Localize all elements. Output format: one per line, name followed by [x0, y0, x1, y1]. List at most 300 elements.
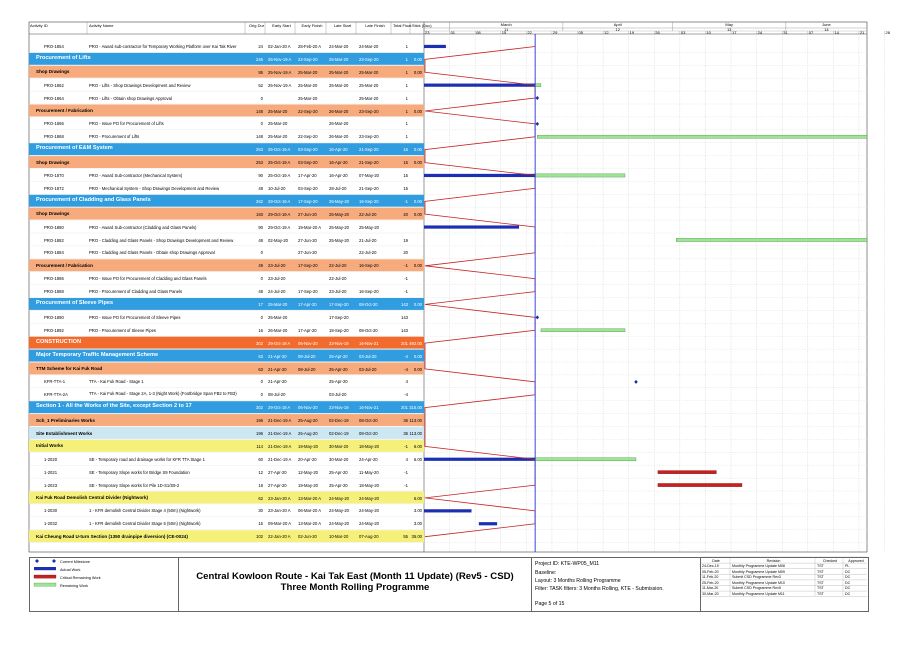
late-finish: 21-Sep-20 — [359, 147, 379, 153]
week-label: 19 — [629, 30, 635, 36]
early-start: 25-Oct-19 A — [268, 147, 291, 153]
stick-duration: 6.00 — [413, 495, 422, 501]
total-float: 201 — [401, 340, 408, 346]
revision-cell: TST — [817, 580, 824, 585]
late-finish: 23-Sep-20 — [359, 108, 379, 114]
original-duration: 114 — [256, 443, 263, 449]
original-duration: 90 — [258, 173, 263, 178]
wbs-title: Procurement of E&M System — [36, 145, 113, 152]
wbs-title: Site Establishment Works — [36, 430, 93, 436]
late-start: 16-Apr-20 — [329, 160, 348, 166]
legend-current-milestone: Current Milestone — [60, 560, 90, 564]
activity-name: PRO - Procurement of Sleeve Pipes — [89, 327, 157, 333]
early-start: 25-Nov-19 A — [268, 82, 292, 88]
early-finish: 08-Jul-20 — [298, 366, 316, 372]
column-header-3: Early Start — [272, 23, 291, 28]
early-start: 23-Jan-20 A — [268, 495, 291, 501]
column-header-8: Stick (Duc) — [412, 23, 432, 28]
early-start: 10-Jul-20 — [268, 185, 286, 191]
activity-name: SE - Temporary Slope works for Bridge S9 Foundation — [89, 469, 190, 475]
late-start: 25-Apr-20 — [329, 482, 348, 488]
revision-cell: Monthly Programme Update M10 — [732, 580, 785, 585]
project-id: Project ID: KTE-WP05_M11 — [535, 561, 600, 567]
month-number: 12 — [615, 27, 620, 33]
activity-name: TTA - Kai Fuk Road - Stage 1 — [89, 379, 144, 385]
early-start: 23-Jan-20 A — [268, 508, 291, 514]
late-start: 25-Mar-20 — [329, 56, 349, 62]
revision-cell: TST — [817, 569, 824, 574]
activity-id: PRO-1892 — [44, 327, 64, 333]
late-finish: 24-May-20 — [359, 521, 380, 527]
month-number: 14 — [824, 27, 829, 33]
stick-duration: 0.00 — [413, 108, 422, 114]
late-finish: 25-Mar-20 — [359, 95, 379, 101]
wbs-title: Section 1 - All the Works of the Site, except Section 2 to 17 — [36, 403, 192, 410]
wbs-title: Procurement of Lifts — [36, 54, 91, 61]
wbs-title: Kai Cheung Road U-turn Section (1350 drainpipe diversion) (CE-0024) — [36, 533, 188, 539]
activity-name: PRO - Issue PO for Procurement of Cladding and Glass Panels — [89, 276, 207, 282]
early-finish: 25-Aug-20 — [298, 418, 318, 424]
early-start: 25-Oct-19 A — [268, 160, 291, 166]
revision-header: Checked — [822, 558, 838, 563]
early-finish: 03-Sep-20 — [298, 160, 318, 166]
total-float: 4 — [405, 456, 408, 462]
late-start: 16-Apr-20 — [329, 173, 348, 178]
late-start: 03-Jul-20 — [329, 392, 347, 398]
activity-name: PRO - Procurement of Cladding and Glass Panels — [89, 289, 183, 295]
month-number: 13 — [726, 27, 732, 33]
week-label: 14 — [834, 30, 839, 36]
late-finish: 23-Sep-20 — [359, 56, 379, 62]
week-label: 26 — [655, 30, 660, 36]
late-start: 30-Mar-20 — [329, 443, 349, 449]
late-finish: 16-Nov-21 — [359, 340, 379, 346]
activity-id: 1-2020 — [44, 456, 58, 462]
stick-duration: 113.00 — [409, 431, 422, 436]
late-finish: 07-Aug-20 — [359, 534, 379, 540]
late-start: 24-Mar-20 — [329, 44, 349, 49]
late-start: 23-Nov-19 — [329, 340, 349, 346]
total-float: -4 — [404, 353, 408, 359]
total-float: 143 — [401, 302, 408, 307]
activity-id: PRO-1862 — [44, 82, 64, 88]
stick-duration: 0.00 — [413, 211, 422, 217]
programme-subtitle: Three Month Rolling Programme — [280, 582, 430, 593]
early-finish: 02-Jun-20 — [298, 534, 317, 540]
revision-cell: TST — [817, 564, 824, 568]
total-float: 36 — [403, 418, 408, 424]
early-start: 29-Oct-19 A — [268, 405, 291, 411]
early-start: 21-Apr-20 — [268, 353, 287, 359]
late-finish: 18-May-20 — [359, 482, 380, 488]
wbs-title: Shop Drawings — [36, 69, 70, 75]
late-start: 25-May-20 — [329, 211, 350, 217]
late-finish: 25-May-20 — [359, 224, 380, 230]
week-label: 28 — [885, 30, 890, 36]
stick-duration: 3.00 — [413, 508, 422, 514]
early-start: 23-Jul-20 — [268, 276, 286, 282]
actual-work-bar — [424, 174, 535, 177]
late-start: 25-May-20 — [329, 224, 350, 230]
total-float: 15 — [403, 173, 408, 178]
revision-cell: 25-Feb-20 — [702, 580, 719, 585]
revision-cell: DC — [845, 580, 851, 585]
late-start: 28-Jul-20 — [329, 185, 347, 191]
late-finish: 18-May-20 — [359, 443, 380, 449]
milestone-diamond — [536, 315, 540, 319]
early-start: 21-Dec-19 A — [268, 443, 292, 449]
stick-duration: 0.00 — [413, 302, 422, 307]
early-start: 27-Apr-20 — [268, 482, 287, 488]
activity-id: PRO-1864 — [44, 95, 64, 101]
early-finish: 17-Sep-20 — [298, 263, 318, 269]
stick-duration: 0.00 — [413, 147, 422, 153]
revision-cell: TST — [817, 586, 824, 591]
late-start: 25-Apr-20 — [329, 353, 348, 359]
late-start: 02-Dec-19 — [329, 418, 349, 424]
early-start: 21-Apr-20 — [268, 366, 287, 372]
original-duration: 0 — [260, 95, 263, 101]
week-label: 10 — [706, 30, 711, 36]
wbs-title: Shop Drawings — [36, 159, 70, 165]
milestone-diamond — [536, 122, 540, 126]
late-start: 17-Sep-20 — [329, 314, 349, 320]
early-finish: 06-Nov-20 — [298, 340, 318, 346]
activity-id: PRO-1854 — [44, 44, 64, 49]
late-finish: 24-May-20 — [359, 495, 380, 501]
activity-id: PRO-1870 — [44, 173, 64, 178]
late-finish: 03-Jul-20 — [359, 353, 377, 359]
late-start: 26-Mar-20 — [329, 134, 349, 140]
original-duration: 17 — [258, 302, 263, 307]
week-label: 24 — [757, 30, 763, 36]
remaining-work-bar — [535, 84, 541, 87]
layout-name: Layout: 3 Months Rolling Programme — [535, 578, 621, 584]
actual-work-bar — [424, 225, 519, 228]
legend-actual-work: Actual Work — [60, 568, 81, 572]
early-start: 02-Jan-20 A — [268, 44, 291, 49]
late-start: 25-May-20 — [329, 237, 350, 243]
wbs-title: Shop Drawings — [36, 211, 70, 217]
week-label: 12 — [604, 30, 609, 36]
total-float: 1 — [405, 69, 408, 75]
late-start: 25-Apr-20 — [329, 379, 348, 385]
original-duration: 102 — [256, 534, 263, 540]
late-start: 25-Apr-20 — [329, 469, 348, 475]
revision-table — [700, 557, 869, 612]
early-start: 21-Dec-19 A — [268, 456, 292, 462]
activity-id: 1-2021 — [44, 469, 58, 475]
revision-cell: PL — [845, 564, 850, 568]
month-label: March — [500, 22, 512, 28]
remaining-work-bar — [541, 329, 625, 332]
activity-id: KFR-TTA-2A — [44, 392, 68, 398]
late-finish: 21-Sep-20 — [359, 185, 379, 191]
early-start: 09-Mar-20 A — [268, 521, 292, 527]
original-duration: 0 — [260, 379, 263, 385]
activity-name: PRO - Issue PO for Procurement of Sleeve Pipes — [89, 314, 181, 320]
total-float: 1 — [405, 134, 408, 140]
late-start: 02-Dec-19 — [329, 431, 349, 436]
original-duration: 245 — [256, 56, 263, 62]
early-finish: 17-Apr-20 — [298, 173, 317, 178]
early-start: 29-Oct-19 A — [268, 224, 291, 230]
early-start: 26-Mar-20 — [268, 327, 288, 333]
late-finish: 24-May-20 — [359, 508, 380, 514]
total-float: -1 — [404, 482, 408, 488]
activity-id: PRO-1884 — [44, 250, 64, 256]
activity-id: PRO-1882 — [44, 237, 64, 243]
activity-name: PRO - Lifts - Obtain shop Drawings Approval — [89, 95, 172, 101]
early-start: 22-Jan-20 A — [268, 534, 291, 540]
revision-cell: 30-Mar-20 — [702, 592, 719, 596]
early-finish: 03-Sep-20 — [298, 147, 318, 153]
total-float: 201 — [401, 405, 408, 411]
early-finish: 17-Sep-20 — [298, 289, 318, 295]
revision-cell: 24-Dec-19 — [702, 564, 719, 568]
week-label: 29 — [552, 30, 558, 36]
wbs-title: Procurement / Fabrication — [36, 108, 93, 113]
activity-name: PRO - Lifts - Shop Drawings Development and Review — [89, 82, 191, 88]
activity-name: TTA - Kai Fuk Road - Stage 2A, 1-3 (Night Work) (Footbridge Span FB2 to FB3) — [89, 390, 237, 396]
stick-duration: 0.00 — [413, 56, 422, 62]
revision-header: Approved — [848, 558, 864, 563]
revision-cell: Monthly Programme Update M08 — [732, 564, 785, 568]
stick-duration: 0.00 — [413, 353, 422, 359]
revision-cell: TST — [817, 575, 824, 580]
original-duration: 302 — [256, 405, 263, 411]
total-float: -1 — [404, 198, 408, 204]
column-header-2: Orig Dur — [248, 23, 265, 28]
early-finish: 25-Aug-20 — [298, 431, 318, 436]
original-duration: 95 — [258, 69, 263, 75]
remaining-work-bar — [535, 174, 625, 177]
page-number: Page 5 of 15 — [535, 601, 565, 607]
activity-name: SE - Temporary Slope works for Pile 1D-S1/S9-2 — [89, 482, 180, 488]
week-label: 08 — [476, 30, 481, 36]
late-finish: 16-Sep-20 — [359, 198, 379, 204]
early-finish: 12-May-20 — [298, 469, 319, 475]
stick-duration: 0.00 — [413, 198, 422, 204]
early-start: 25-Nov-19 A — [268, 56, 292, 62]
total-float: 143 — [401, 314, 408, 320]
actual-work-bar — [424, 84, 535, 87]
late-finish: 22-Jul-20 — [359, 250, 377, 256]
revision-cell: Submit CSD Programme Rev5 — [732, 586, 781, 591]
late-start: 17-Sep-20 — [329, 302, 349, 307]
late-start: 25-Mar-20 — [329, 82, 349, 88]
original-duration: 30 — [258, 508, 263, 514]
stick-duration: 35.00 — [411, 534, 422, 540]
early-start: 21-Dec-19 A — [268, 418, 292, 424]
late-start: 10-Mar-20 — [329, 534, 349, 540]
activity-name: PRO - Mechanical System - Shop Drawings Development and Review — [89, 185, 220, 191]
activity-name: PRO - Cladding and Glass Panels - Shop Drawings Development and Review — [89, 237, 234, 243]
baseline: Baseline: — [535, 570, 557, 576]
early-finish: 19-May-20 — [298, 482, 319, 488]
total-float: 1 — [405, 121, 408, 127]
early-start: 27-Apr-20 — [268, 469, 287, 475]
total-float: 143 — [401, 327, 408, 333]
activity-id: PRO-1888 — [44, 289, 64, 295]
original-duration: 90 — [258, 224, 263, 230]
original-duration: 18 — [258, 482, 263, 488]
total-float: 1 — [405, 44, 408, 49]
revision-cell: Submit CSD Programme Rev3 — [732, 575, 781, 580]
early-finish: 19-Mar-20 A — [298, 224, 322, 230]
early-finish: 28-Feb-20 A — [298, 44, 322, 49]
late-start: 25-Apr-20 — [329, 366, 348, 372]
remaining-work-bar — [676, 238, 867, 241]
late-start: 25-Mar-20 — [329, 69, 349, 75]
activity-id: PRO-1868 — [44, 134, 64, 140]
activity-name: SE - Temporary road and drainage works for KFR TTA Stage 1 — [89, 456, 205, 462]
month-label: June — [822, 22, 831, 28]
activity-name: PRO - Award Sub-contractor (Mechanical System) — [89, 173, 183, 178]
month-number: 11 — [504, 27, 509, 33]
legend-box — [29, 557, 179, 612]
activity-id: 1-2030 — [44, 508, 58, 514]
total-float: 55 — [403, 534, 408, 540]
remaining-work-bar — [537, 135, 867, 138]
early-finish: 17-Sep-20 — [298, 198, 318, 204]
late-start: 24-May-20 — [329, 521, 350, 527]
wbs-title: TTM Scheme for Kai Fuk Road — [36, 366, 103, 371]
revision-cell: DC — [845, 592, 851, 596]
title-box — [178, 557, 532, 612]
late-finish: 08-Oct-20 — [359, 431, 378, 436]
early-finish: 17-Apr-20 — [298, 302, 317, 307]
critical-work-bar — [658, 471, 716, 474]
early-finish: 20-Apr-20 — [298, 456, 317, 462]
late-finish: 08-Oct-20 — [359, 302, 378, 307]
total-float: 15 — [403, 147, 408, 153]
activity-id: PRO-1872 — [44, 185, 64, 191]
original-duration: 48 — [258, 185, 263, 191]
programme-title: Central Kowloon Route - Kai Tak East (Month 11 Update) (Rev5 - CSD) — [196, 571, 514, 582]
revision-cell: DC — [845, 575, 851, 580]
wbs-title: Procurement of Cladding and Glass Panels — [36, 196, 151, 203]
activity-name: PRO - Issue PO for Procurement of Lifts — [89, 121, 164, 127]
milestone-diamond — [634, 380, 638, 384]
original-duration: 12 — [258, 469, 263, 475]
original-duration: 0 — [260, 314, 263, 320]
total-float: 1 — [405, 108, 408, 114]
total-float: -1 — [404, 469, 408, 475]
early-finish: 25-Mar-20 — [298, 82, 318, 88]
wbs-title: Major Temporary Traffic Management Scheme — [36, 351, 159, 358]
total-float: -1 — [404, 443, 408, 449]
late-finish: 16-Nov-21 — [359, 405, 379, 411]
wbs-title: CONSTRUCTION — [36, 338, 82, 345]
column-header-7: Total Float — [393, 23, 412, 28]
early-finish: 17-Apr-20 — [298, 327, 317, 333]
week-label: 15 — [501, 30, 507, 36]
original-duration: 193 — [256, 211, 263, 217]
early-finish: 27-Jun-20 — [298, 250, 317, 256]
early-finish: 06-Nov-20 — [298, 405, 318, 411]
late-start: 25-May-20 — [329, 198, 350, 204]
late-start: 24-May-20 — [329, 508, 350, 514]
revision-cell: 11-Mar-20 — [702, 586, 719, 591]
late-start: 18-Sep-20 — [329, 327, 349, 333]
activity-name: PRO - Cladding and Glass Panels - Obtain shop Drawings Approval — [89, 250, 215, 256]
late-finish: 16-Sep-20 — [359, 263, 379, 269]
early-finish: 13-Mar-20 A — [298, 521, 322, 527]
original-duration: 0 — [260, 276, 263, 282]
late-finish: 24-Apr-20 — [359, 456, 378, 462]
wbs-title: Procurement of Sleeve Pipes — [36, 300, 114, 306]
week-label: 01 — [450, 30, 456, 36]
late-start: 30-Mar-20 — [329, 456, 349, 462]
original-duration: 63 — [258, 353, 263, 359]
stick-duration: 6.00 — [413, 456, 422, 462]
early-start: 25-Oct-19 A — [268, 173, 291, 178]
revision-cell: 11-Feb-20 — [702, 575, 719, 580]
total-float: 19 — [403, 237, 408, 243]
stick-duration: 3.00 — [413, 521, 422, 527]
total-float: -4 — [404, 392, 408, 398]
early-finish: 22-Sep-20 — [298, 56, 318, 62]
actual-work-bar — [424, 509, 472, 512]
wbs-title: Kai Fuk Road Demolish Central Divider (Nightwork) — [36, 495, 149, 500]
early-start: 23-Jul-20 — [268, 263, 286, 269]
original-duration: 253 — [256, 147, 263, 153]
stick-duration: 315.00 — [409, 405, 422, 411]
late-finish: 21-Jul-20 — [359, 237, 377, 243]
total-float: 15 — [403, 160, 408, 166]
activity-name: PRO - Procurement of Lifts — [89, 134, 140, 140]
stick-duration: 0.00 — [413, 366, 422, 372]
activity-name: PRO - Award sub-contractor for Temporary Working Platform over Kai Tak River — [89, 44, 237, 49]
wbs-title: Sch_1 Preliminaries Works — [36, 417, 95, 423]
activity-id: PRO-1880 — [44, 224, 64, 230]
late-finish: 07-May-20 — [359, 173, 380, 178]
original-duration: 15 — [258, 521, 263, 527]
total-float: 20 — [403, 250, 408, 256]
late-start: 26-Mar-20 — [329, 121, 349, 127]
late-finish: 21-Sep-20 — [359, 160, 379, 166]
total-float: 15 — [403, 185, 408, 191]
week-label: 05 — [578, 30, 583, 36]
week-label: 17 — [732, 30, 737, 36]
early-start: 21-Dec-19 A — [268, 431, 292, 436]
late-finish: 08-Oct-20 — [359, 327, 378, 333]
critical-work-bar — [658, 483, 742, 486]
activity-id: PRO-1866 — [44, 121, 64, 127]
revision-cell: DC — [845, 586, 851, 591]
stick-duration: 0.00 — [413, 69, 422, 75]
stick-duration: 0.00 — [413, 263, 422, 269]
stick-duration: 0.00 — [413, 160, 422, 166]
late-start: 16-Apr-20 — [329, 147, 348, 153]
early-finish: 13-Mar-20 A — [298, 495, 322, 501]
original-duration: 253 — [256, 160, 263, 166]
remaining-work-bar — [535, 458, 636, 461]
early-start: 02-May-20 — [268, 237, 289, 243]
early-finish: 27-Jun-20 — [298, 211, 317, 217]
early-finish: 25-Mar-20 — [298, 69, 318, 75]
month-label: May — [725, 22, 733, 28]
info-box — [531, 557, 701, 612]
total-float: -1 — [404, 263, 408, 269]
early-start: 25-Mar-20 — [268, 134, 288, 140]
activity-id: KFR-TTA-1 — [44, 379, 66, 385]
late-start: 24-May-20 — [329, 495, 350, 501]
week-label: 23 — [425, 30, 430, 36]
early-finish: 22-Sep-20 — [298, 134, 318, 140]
revision-cell: DC — [845, 569, 851, 574]
